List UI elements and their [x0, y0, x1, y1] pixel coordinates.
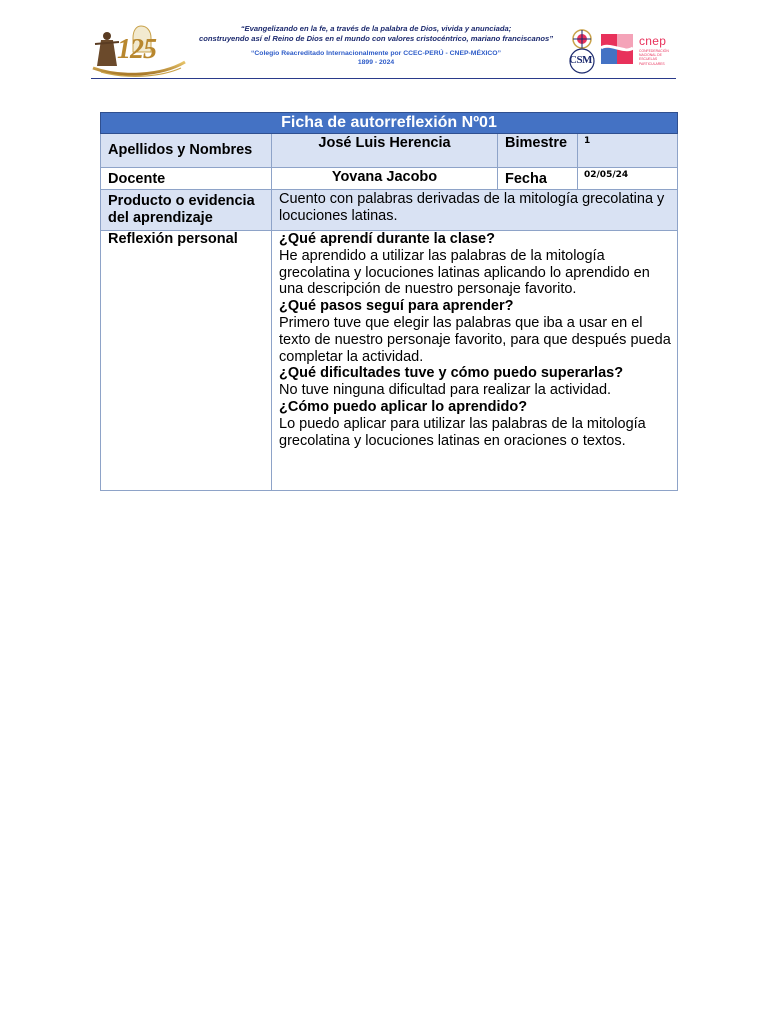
producto-label: Producto o evidencia del aprendizaje [101, 190, 272, 231]
reflexion-question-3: ¿Qué dificultades tuve y cómo puedo superarlas? [279, 365, 624, 382]
nombres-label: Apellidos y Nombres [101, 134, 272, 168]
reflexion-label: Reflexión personal [101, 231, 272, 491]
producto-value: Cuento con palabras derivadas de la mitología grecolatina y locuciones latinas. [272, 190, 678, 231]
colegio-years: 1899 - 2024 [357, 59, 395, 66]
reflexion-answer-3: No tuve ninguna dificultad para realizar la actividad. [279, 382, 612, 399]
cnep-logo-text: cnep [639, 34, 667, 48]
cnep-logo [599, 30, 675, 70]
bimestre-value: 1 [578, 134, 678, 168]
motto-line-2: construyendo así el Reino de Dios en el mundo con valores cristocéntrico, mariano franciscanos” [198, 34, 554, 43]
banner-text [185, 24, 567, 67]
motto-line-1: “Evangelizando en la fe, a través de la palabra de Dios, vivida y anunciada; [240, 24, 512, 33]
reflexion-question-4: ¿Cómo puedo aplicar lo aprendido? [279, 398, 528, 415]
colegio-accreditation: “Colegio Reacreditado Internacionalmente por CCEC-PERÚ - CNEP-MÉXICO” [250, 50, 501, 57]
fecha-label: Fecha [498, 168, 578, 190]
ficha-table [100, 112, 678, 491]
csm-logo [567, 28, 597, 76]
reflexion-question-2: ¿Qué pasos seguí para aprender? [279, 298, 514, 315]
csm-logo-text: CSM [569, 54, 592, 66]
reflexion-answer-2: Primero tuve que elegir las palabras que iba a usar en el texto de nuestro personaje favorito, para que después pueda completar la actividad. [279, 314, 671, 365]
cnep-logo-subtitle: CONFEDERACIÓN NACIONAL DE ESCUELAS PARTICULARES [639, 49, 669, 66]
header-banner [91, 20, 676, 79]
reflexion-answer-1: He aprendido a utilizar las palabras de la mitología grecolatina y locuciones latinas aplicando lo aprendido en una descripción de nuestro personaje favorito. [279, 247, 650, 298]
fecha-value: 02/05/24 [578, 168, 678, 190]
ficha-title: Ficha de autorreflexión Nº01 [101, 113, 678, 134]
docente-value: Yovana Jacobo [272, 168, 498, 190]
docente-label: Docente [101, 168, 272, 190]
reflexion-answer-4: Lo puedo aplicar para utilizar las palabras de la mitología grecolatina y locuciones latinas en oraciones o textos. [279, 415, 646, 449]
anniversary-logo [91, 22, 187, 78]
reflexion-content [272, 231, 678, 491]
anniversary-number: 125 [117, 34, 156, 65]
nombres-value: José Luis Herencia [272, 134, 498, 168]
reflexion-question-1: ¿Qué aprendí durante la clase? [279, 231, 495, 247]
bimestre-label: Bimestre [498, 134, 578, 168]
